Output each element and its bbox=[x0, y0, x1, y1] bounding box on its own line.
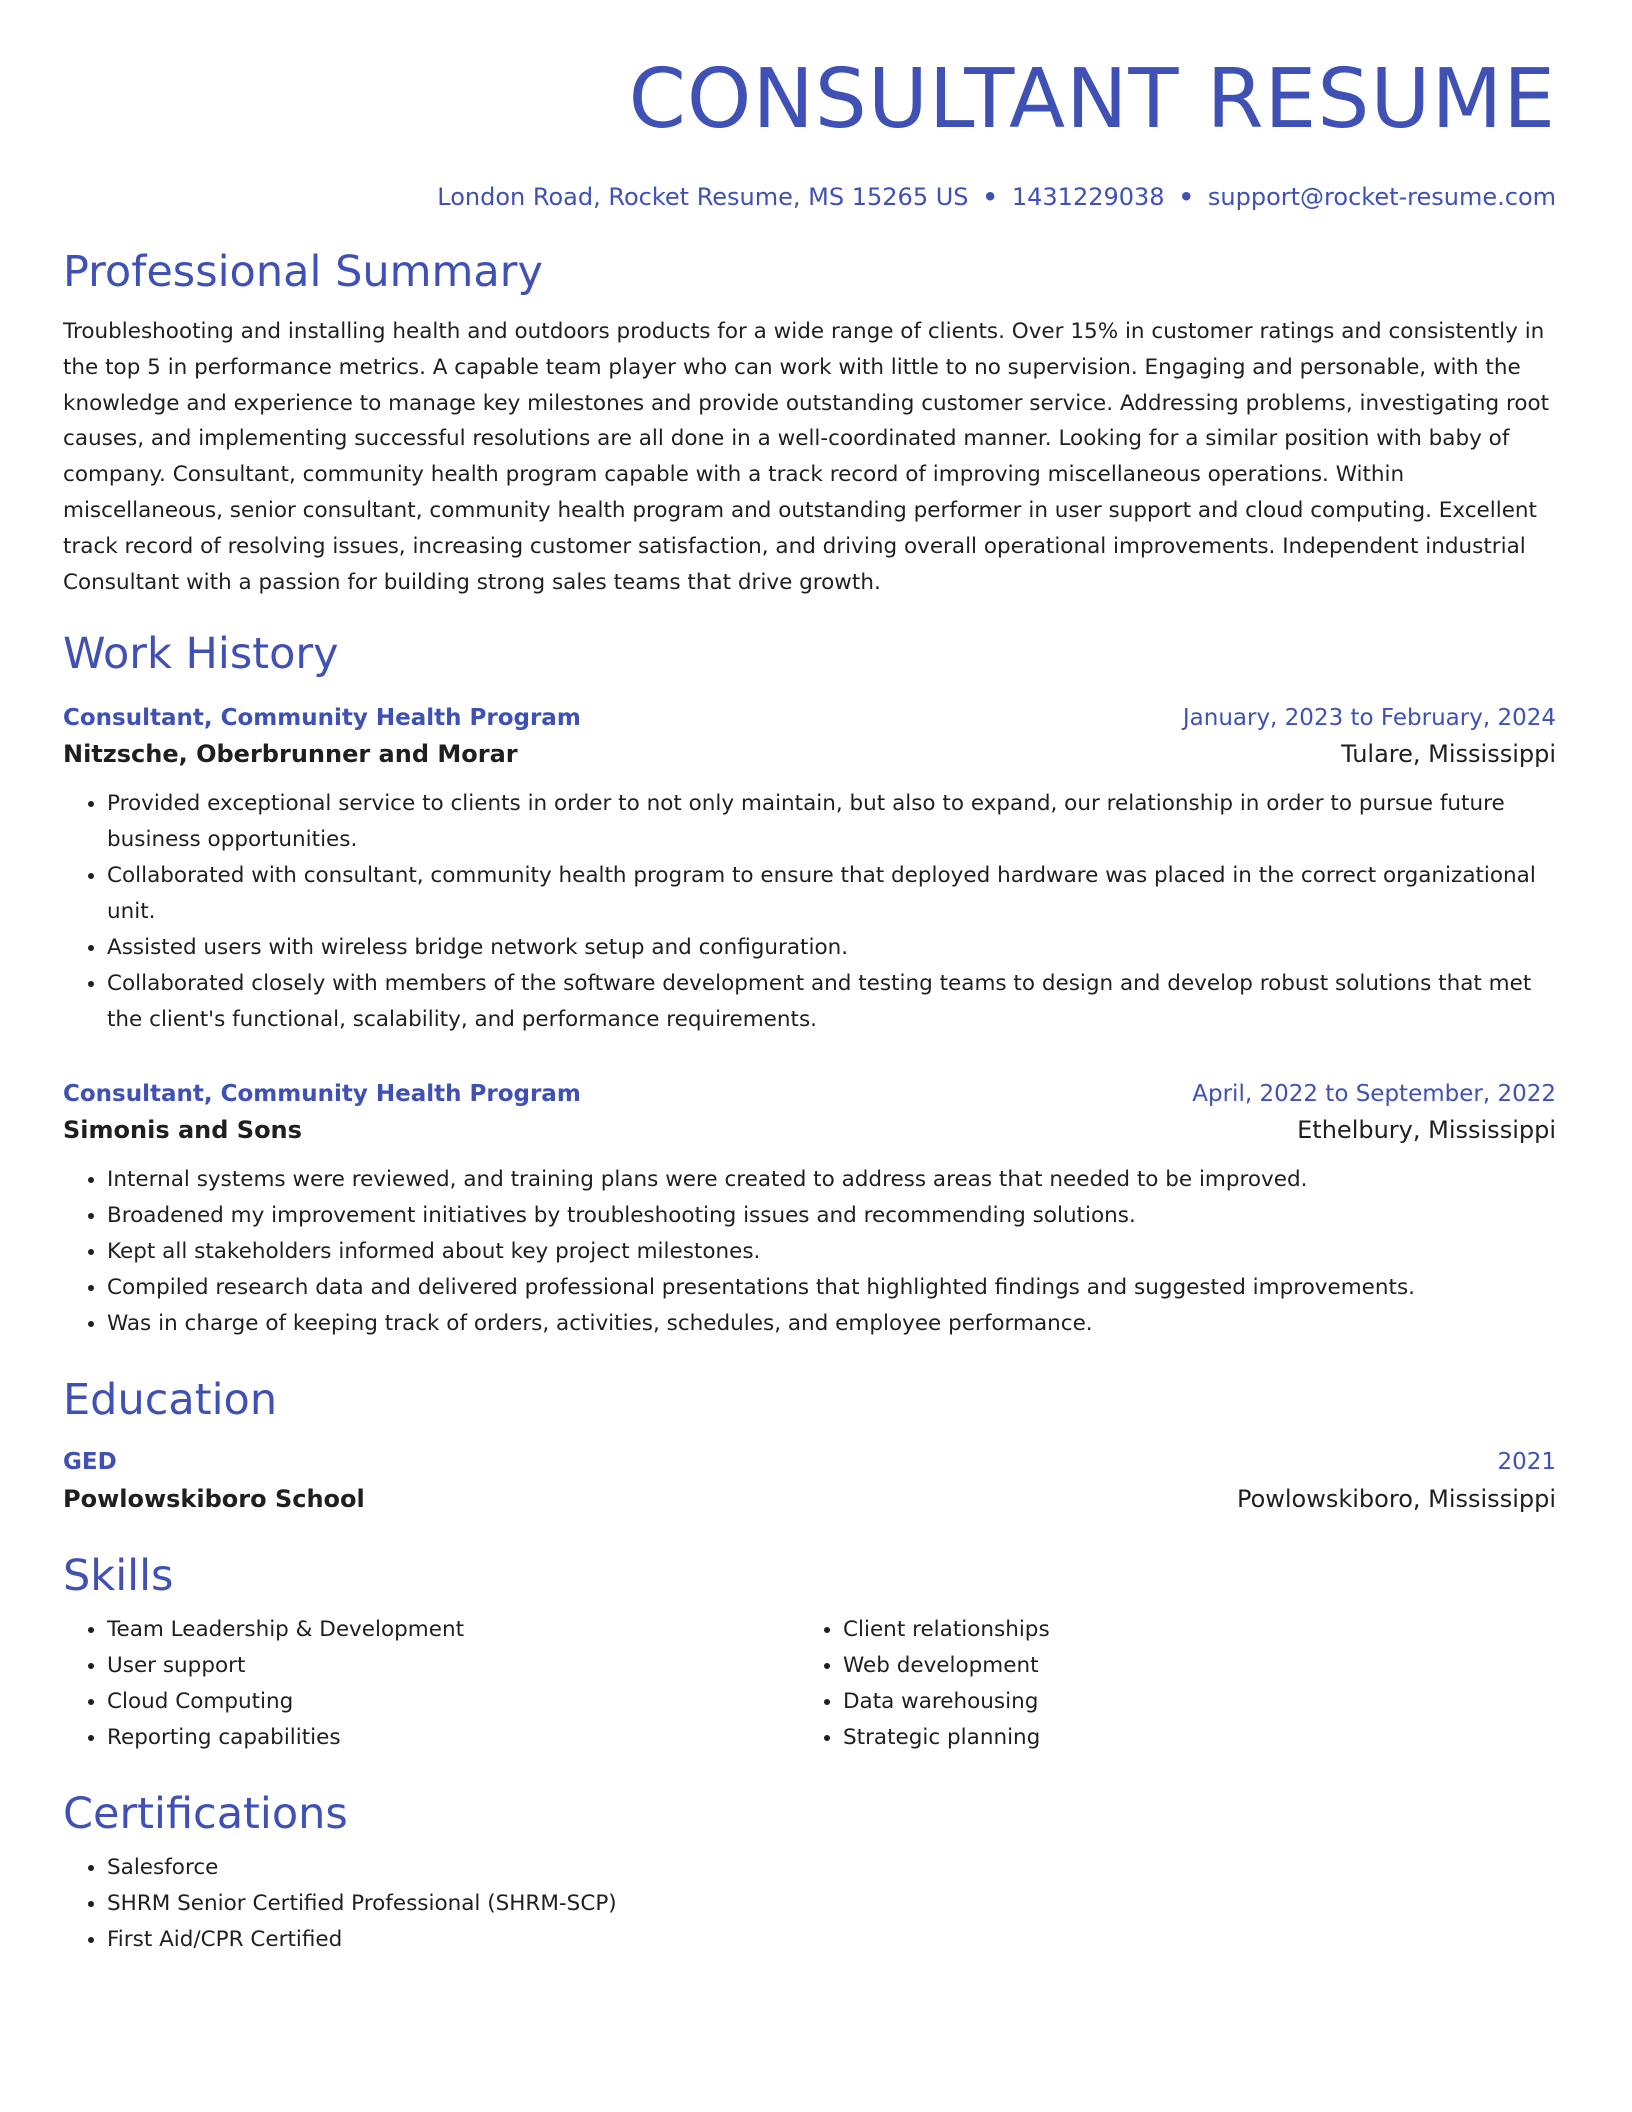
certification-item: • First Aid/CPR Certified bbox=[107, 1922, 1556, 1958]
job-bullet: • Broadened my improvement initiatives by troubleshooting issues and recommending solutions. bbox=[107, 1198, 1556, 1234]
job-header-row bbox=[63, 1076, 1556, 1112]
certifications-heading: Certifications bbox=[63, 1789, 348, 1840]
job-bullets bbox=[63, 786, 1556, 1038]
skills-list-right bbox=[799, 1612, 1343, 1756]
job-employer: Simonis and Sons bbox=[63, 1116, 302, 1145]
education-school: Powlowskiboro School bbox=[63, 1485, 365, 1514]
job-bullet: • Collaborated closely with members of the software development and testing teams to design and develop robust solutions that met the client's functional, scalability, and performance requirements. bbox=[107, 966, 1556, 1038]
job-bullet: • Compiled research data and delivered professional presentations that highlighted findings and suggested improvements. bbox=[107, 1270, 1556, 1306]
skill-item: • Web development bbox=[843, 1648, 1343, 1684]
contact-phone[interactable]: 1431229038 bbox=[1011, 183, 1165, 211]
education-location: Powlowskiboro, Mississippi bbox=[1236, 1485, 1556, 1514]
job-header-row bbox=[63, 700, 1556, 736]
skills-heading: Skills bbox=[63, 1551, 174, 1602]
job-bullets bbox=[63, 1162, 1556, 1342]
skills-grid bbox=[63, 1612, 1556, 1756]
job-bullet: • Internal systems were reviewed, and training plans were created to address areas that needed to be improved. bbox=[107, 1162, 1556, 1198]
job-bullet: • Was in charge of keeping track of orders, activities, schedules, and employee performance. bbox=[107, 1306, 1556, 1342]
resume-header bbox=[63, 52, 1556, 212]
job-bullet: • Collaborated with consultant, community health program to ensure that deployed hardware was placed in the correct organizational unit. bbox=[107, 858, 1556, 930]
job-entry bbox=[63, 1076, 1556, 1342]
skills-list-left bbox=[63, 1612, 799, 1756]
job-bullet: • Assisted users with wireless bridge network setup and configuration. bbox=[107, 930, 1556, 966]
job-title: Consultant, Community Health Program bbox=[63, 1081, 581, 1108]
summary-heading: Professional Summary bbox=[63, 247, 543, 297]
certification-item: • SHRM Senior Certified Professional (SHRM-SCP) bbox=[107, 1886, 1556, 1922]
job-title: Consultant, Community Health Program bbox=[63, 705, 581, 732]
contact-separator: • bbox=[1178, 183, 1194, 211]
resume-name: CONSULTANT RESUME bbox=[628, 52, 1556, 147]
work-history-heading: Work History bbox=[63, 629, 339, 680]
education-degree-row bbox=[63, 1444, 1556, 1480]
job-bullet: • Provided exceptional service to clients in order to not only maintain, but also to expand, our relationship in order to pursue future business opportunities. bbox=[107, 786, 1556, 858]
job-employer-row bbox=[63, 736, 1556, 772]
job-employer-row bbox=[63, 1112, 1556, 1148]
education-entry bbox=[63, 1444, 1556, 1518]
education-school-row bbox=[63, 1480, 1556, 1518]
skill-item: • User support bbox=[107, 1648, 799, 1684]
job-entry bbox=[63, 700, 1556, 1038]
contact-email[interactable]: support@rocket-resume.com bbox=[1207, 183, 1556, 211]
education-heading: Education bbox=[63, 1375, 278, 1426]
education-year: 2021 bbox=[1497, 1449, 1556, 1476]
job-location: Ethelbury, Mississippi bbox=[1297, 1116, 1556, 1145]
skill-item: • Reporting capabilities bbox=[107, 1720, 799, 1756]
skill-item: • Cloud Computing bbox=[107, 1684, 799, 1720]
skill-item: • Data warehousing bbox=[843, 1684, 1343, 1720]
skill-item: • Strategic planning bbox=[843, 1720, 1343, 1756]
contact-line bbox=[63, 182, 1556, 212]
education-degree: GED bbox=[63, 1449, 117, 1476]
job-bullet: • Kept all stakeholders informed about key project milestones. bbox=[107, 1234, 1556, 1270]
job-dates: January, 2023 to February, 2024 bbox=[1182, 705, 1556, 732]
certification-item: • Salesforce bbox=[107, 1850, 1556, 1886]
summary-text: Troubleshooting and installing health and outdoors products for a wide range of clients. Over 15% in customer ratings and consistently in the top 5 in performance metrics. A capable team player who can work with little to no supervision. Engaging and personable, with the knowledge and experience to manage key milestones and provide outstanding customer service. Addressing problems, investigating root causes, and implementing successful resolutions are all done in a well-coordinated manner. Looking for a similar position with baby of company. Consultant, community health program capable with a track record of improving miscellaneous operations. Within miscellaneous, senior consultant, community health program and outstanding performer in user support and cloud computing. Excellent track record of resolving issues, increasing customer satisfaction, and driving overall operational improvements. Independent industrial Consultant with a passion for building strong sales teams that drive growth. bbox=[63, 319, 1550, 595]
certifications-list bbox=[63, 1850, 1556, 1958]
skill-item: • Team Leadership & Development bbox=[107, 1612, 799, 1648]
job-dates: April, 2022 to September, 2022 bbox=[1192, 1081, 1556, 1108]
contact-separator: • bbox=[982, 183, 998, 211]
job-employer: Nitzsche, Oberbrunner and Morar bbox=[63, 740, 518, 769]
job-location: Tulare, Mississippi bbox=[1341, 740, 1556, 769]
contact-address: London Road, Rocket Resume, MS 15265 US bbox=[437, 183, 969, 211]
skill-item: • Client relationships bbox=[843, 1612, 1343, 1648]
